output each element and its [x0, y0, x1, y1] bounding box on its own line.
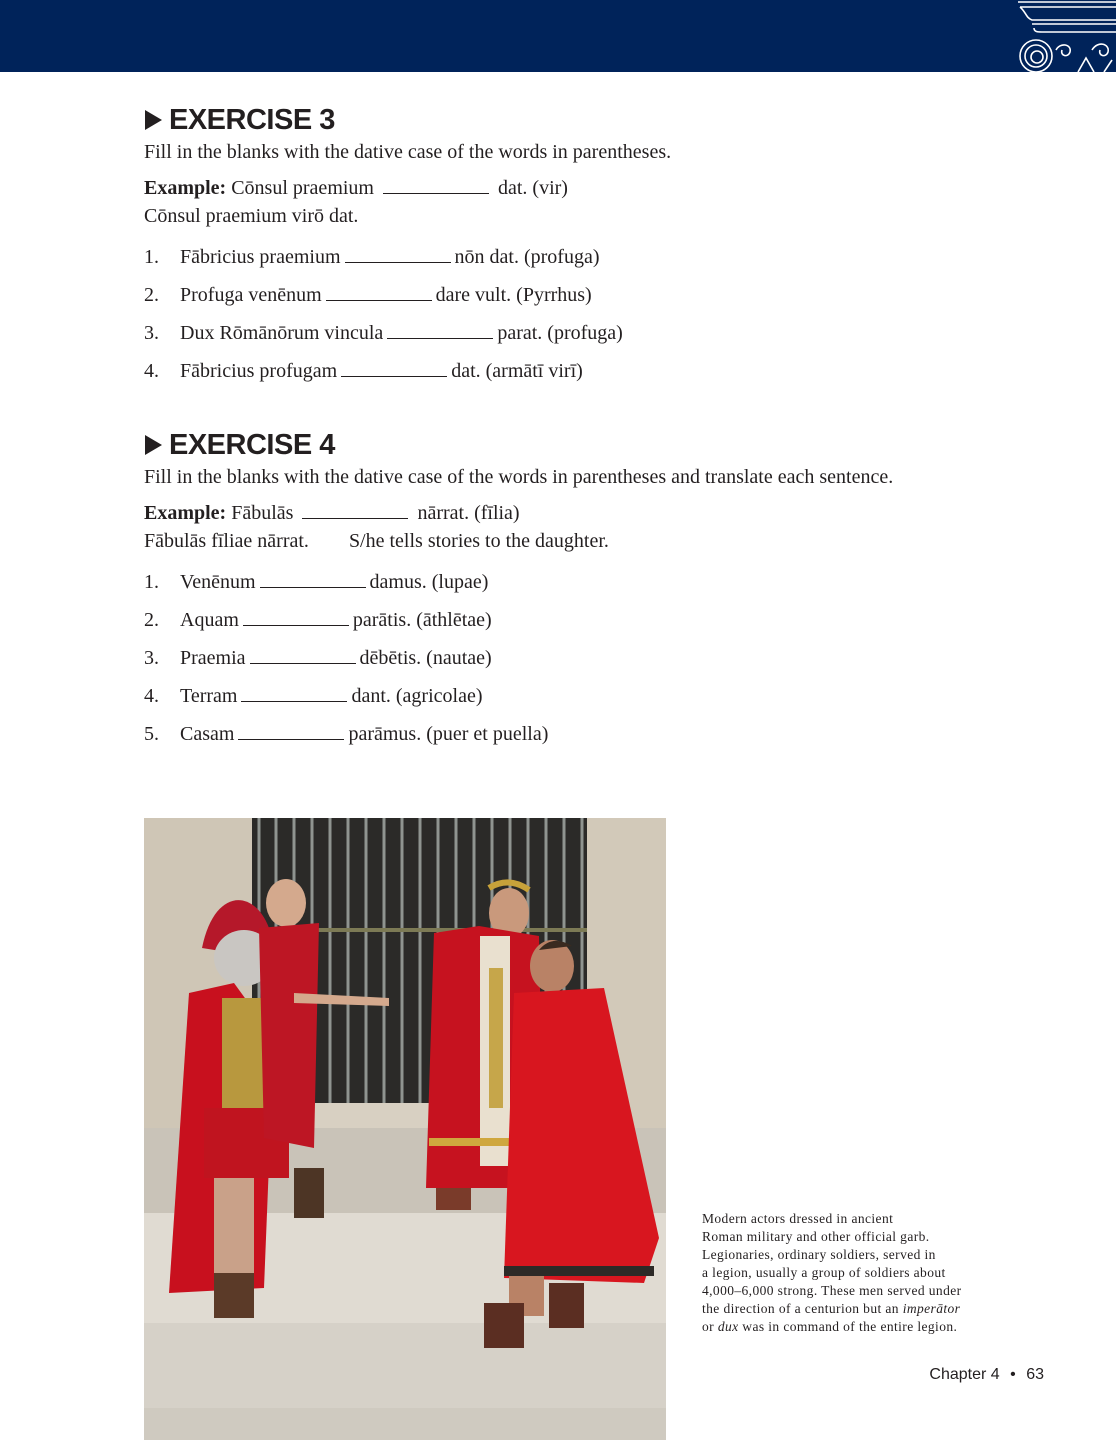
- exercise-4-title: [144, 429, 893, 461]
- example-blank: [302, 500, 408, 519]
- caption-line: Roman military and other official garb.: [702, 1229, 930, 1244]
- exercise-item: [144, 244, 671, 282]
- item-number: 1.: [144, 571, 159, 593]
- exercise-3-instructions: Fill in the blanks with the dative case of the words in parentheses.: [144, 141, 672, 163]
- exercise-3: [144, 104, 671, 396]
- exercise-3-example: [144, 174, 671, 230]
- answer-blank[interactable]: [341, 358, 447, 377]
- answer-blank[interactable]: [260, 569, 366, 588]
- item-number: 1.: [144, 246, 159, 268]
- item-number: 2.: [144, 609, 159, 631]
- example-answer: Fābulās fīliae nārrat.: [144, 530, 309, 552]
- item-text-before: Terram: [180, 685, 238, 707]
- exercise-item: [144, 282, 671, 320]
- item-text-before: Profuga venēnum: [180, 284, 322, 306]
- item-text-after: dēbētis. (nautae): [359, 647, 492, 669]
- caption-italic-term: dux: [717, 1319, 739, 1334]
- caption-text: the direction of a centurion but an: [702, 1301, 903, 1316]
- exercise-item: [144, 607, 893, 645]
- answer-blank[interactable]: [250, 645, 356, 664]
- example-prompt-after: dat. (vir): [497, 177, 568, 199]
- exercise-3-title: [144, 104, 671, 136]
- item-text-before: Praemia: [180, 647, 246, 669]
- example-prompt-after: nārrat. (fīlia): [417, 502, 520, 524]
- example-prompt-before: Fābulās: [231, 502, 294, 524]
- item-text-after: parāmus. (puer et puella): [348, 723, 549, 745]
- exercise-4-example: [144, 499, 893, 555]
- exercise-item: [144, 683, 893, 721]
- answer-blank[interactable]: [345, 244, 451, 263]
- item-text-after: dat. (armātī virī): [451, 360, 583, 382]
- answer-blank[interactable]: [326, 282, 432, 301]
- roman-actors-photo: [144, 818, 666, 1440]
- exercise-item: [144, 645, 893, 683]
- exercise-4: [144, 429, 893, 759]
- caption-line: [702, 1300, 1022, 1318]
- caption-line: [702, 1318, 1022, 1336]
- example-translation: S/he tells stories to the daughter.: [348, 530, 609, 552]
- exercise-item: [144, 320, 671, 358]
- exercise-4-items: [144, 569, 893, 759]
- item-text-before: Venēnum: [180, 571, 256, 593]
- item-text-after: dare vult. (Pyrrhus): [435, 284, 592, 306]
- page-number: 63: [1026, 1366, 1044, 1383]
- ionic-capital-icon: [986, 0, 1116, 72]
- caption-text: was in command of the entire legion.: [738, 1319, 958, 1334]
- item-text-before: Casam: [180, 723, 235, 745]
- exercise-item: [144, 358, 671, 396]
- item-text-after: parātis. (āthlētae): [352, 609, 492, 631]
- photo-caption: [702, 1210, 1022, 1336]
- triangle-bullet-icon: [145, 435, 162, 455]
- caption-line: Modern actors dressed in ancient: [702, 1211, 894, 1226]
- item-text-after: nōn dat. (profuga): [454, 246, 600, 268]
- chapter-label: Chapter 4: [929, 1366, 1000, 1383]
- exercise-4-instructions: Fill in the blanks with the dative case of the words in parentheses and translate each sentence.: [144, 466, 894, 488]
- item-text-after: parat. (profuga): [497, 322, 623, 344]
- caption-line: a legion, usually a group of soldiers about: [702, 1265, 946, 1280]
- exercise-item: [144, 721, 893, 759]
- caption-text: or: [702, 1319, 718, 1334]
- item-number: 3.: [144, 647, 159, 669]
- caption-line: 4,000–6,000 strong. These men served under: [702, 1283, 962, 1298]
- item-text-before: Fābricius profugam: [180, 360, 338, 382]
- item-number: 4.: [144, 360, 159, 382]
- item-number: 2.: [144, 284, 159, 306]
- photo-illustration: [144, 818, 666, 1440]
- item-text-before: Dux Rōmānōrum vincula: [180, 322, 384, 344]
- exercise-title-text: EXERCISE 4: [169, 429, 335, 461]
- caption-line: Legionaries, ordinary soldiers, served in: [702, 1247, 936, 1262]
- item-text-before: Fābricius praemium: [180, 246, 341, 268]
- triangle-bullet-icon: [145, 110, 162, 130]
- exercise-title-text: EXERCISE 3: [169, 104, 335, 136]
- example-prompt-before: Cōnsul praemium: [231, 177, 374, 199]
- item-number: 4.: [144, 685, 159, 707]
- folio-separator: •: [1010, 1366, 1016, 1383]
- item-text-before: Aquam: [180, 609, 239, 631]
- example-blank: [383, 175, 489, 194]
- example-answer: Cōnsul praemium virō dat.: [144, 205, 359, 227]
- answer-blank[interactable]: [241, 683, 347, 702]
- exercise-item: [144, 569, 893, 607]
- answer-blank[interactable]: [243, 607, 349, 626]
- item-number: 3.: [144, 322, 159, 344]
- header-band: [0, 0, 1116, 72]
- exercise-3-items: [144, 244, 671, 396]
- item-number: 5.: [144, 723, 159, 745]
- example-label: Example:: [144, 177, 227, 199]
- answer-blank[interactable]: [238, 721, 344, 740]
- item-text-after: damus. (lupae): [369, 571, 489, 593]
- answer-blank[interactable]: [387, 320, 493, 339]
- caption-italic-term: imperātor: [902, 1301, 961, 1316]
- example-label: Example:: [144, 502, 227, 524]
- item-text-after: dant. (agricolae): [351, 685, 483, 707]
- page-folio: [929, 1366, 1044, 1384]
